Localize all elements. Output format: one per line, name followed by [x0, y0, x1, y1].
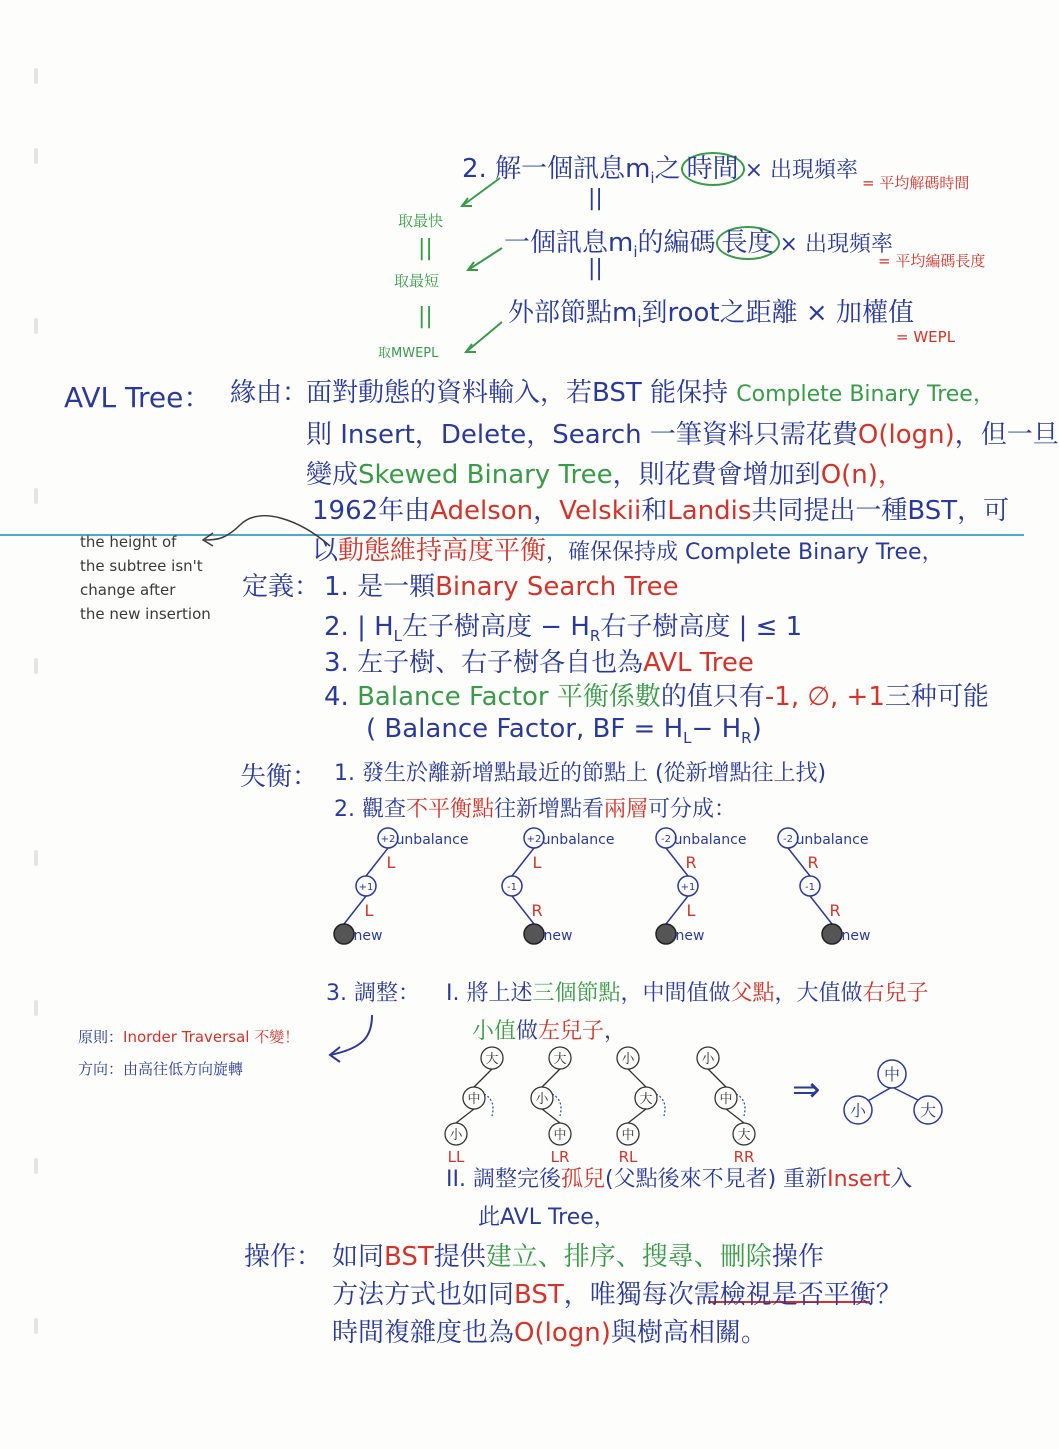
- new-node: [656, 924, 676, 944]
- definition-label: 定義：: [242, 572, 321, 602]
- balance-factor-label: +2: [526, 834, 542, 845]
- def-1-text: 1. 是一顆: [324, 572, 436, 602]
- circled-length: 長度: [716, 226, 780, 260]
- ops-2: [332, 1274, 902, 1311]
- node-label: 中: [621, 1128, 635, 1143]
- top-line-3-text-b: 到root之距離 × 加權值: [641, 298, 914, 328]
- adjust-1-text: I. 將上述: [446, 981, 533, 1006]
- ops-1: [332, 1236, 824, 1273]
- new-node: [822, 924, 842, 944]
- ops-2-text: 方法方式也如同: [332, 1280, 515, 1310]
- edge: [344, 896, 366, 924]
- top-line-1: [462, 148, 858, 187]
- skewed-binary-tree: Skewed Binary Tree: [358, 460, 613, 490]
- two-levels: 兩層: [604, 797, 649, 822]
- check-balance: 檢視是否平衡？: [719, 1280, 902, 1310]
- edge: [542, 1109, 560, 1123]
- new-node: [524, 924, 544, 944]
- reason-5-text: 以: [312, 536, 339, 566]
- take-mwepl: 取MWEPL: [378, 346, 439, 361]
- bf-values: -1, ∅, +1: [764, 682, 885, 712]
- edge: [474, 1069, 492, 1087]
- top-line-1-text: 2. 解一個訊息m: [462, 154, 651, 184]
- reason-line-2: [306, 414, 1059, 451]
- edge: [366, 848, 388, 876]
- o-n: O(n)，: [820, 460, 904, 490]
- rotation-tree: [617, 1047, 665, 1166]
- node-label: 小: [449, 1128, 463, 1143]
- unbalance-label: unbalance: [673, 832, 747, 848]
- top-line-1-text-b: 之: [654, 154, 681, 184]
- direction-label: R: [829, 901, 841, 920]
- result-node-label: 中: [883, 1065, 901, 1084]
- subscript: R: [589, 627, 601, 646]
- bst: BST: [514, 1280, 564, 1310]
- def-5-text-c: ): [751, 714, 762, 744]
- ops-1-text-c: 操作: [771, 1242, 824, 1272]
- subscript: i: [650, 169, 655, 188]
- imbalance-2-text: 2. 觀查: [334, 797, 406, 822]
- edge: [628, 1069, 646, 1087]
- reason-line-5: [312, 530, 944, 567]
- reason-label: 緣由：: [230, 378, 309, 408]
- left-child: 左兒子: [538, 1019, 605, 1044]
- direction-text: 由高往低方向旋轉: [123, 1060, 244, 1078]
- take-fastest: 取最快: [398, 212, 444, 230]
- def-5: [366, 714, 762, 747]
- def-4: [324, 676, 989, 713]
- reason-5-text-b: ，確保保持成 Complete Binary Tree，: [546, 540, 944, 565]
- imbalance-2: [334, 792, 736, 823]
- direction: [78, 1058, 243, 1079]
- imbalance-2-text-c: 可分成：: [648, 797, 737, 822]
- binary-search-tree: Binary Search Tree: [435, 572, 679, 602]
- top-line-1-text-c: × 出現頻率: [744, 158, 859, 183]
- imbalance-label: 失衡：: [240, 762, 319, 792]
- avl-tree: AVL Tree: [643, 648, 754, 678]
- edge: [628, 1109, 646, 1123]
- equals-mark-1: ||: [588, 186, 603, 211]
- right-child: 右兒子: [862, 981, 929, 1006]
- reason-3-text: 變成: [306, 460, 359, 490]
- result-node-label: 小: [849, 1101, 867, 1120]
- subscript: L: [393, 627, 403, 646]
- balance-factor-label: +1: [680, 882, 696, 893]
- inorder-unchanged: Inorder Traversal 不變！: [123, 1028, 300, 1046]
- adelson: Adelson: [430, 496, 534, 526]
- edge: [542, 1069, 560, 1087]
- reason-2-text: 則 Insert，Delete，Search 一筆資料只需花費: [306, 420, 858, 450]
- imbalance-1: 1. 發生於離新增點最近的節點上 (從新增點往上找): [334, 761, 827, 786]
- def-4-text-c: 三种可能: [884, 682, 989, 712]
- unbalance-label: unbalance: [795, 832, 869, 848]
- reason-2-text-b: ，但一旦: [954, 420, 1059, 450]
- result-tree: [844, 1060, 942, 1124]
- subscript: R: [741, 729, 752, 748]
- adjust-end: ，: [604, 1019, 627, 1044]
- rotation-tree: [445, 1047, 503, 1166]
- node-label: 中: [553, 1128, 567, 1143]
- def-3: [324, 642, 754, 679]
- rotation-tag: RL: [618, 1148, 638, 1166]
- def-3-text: 3. 左子樹、右子樹各自也為: [324, 648, 644, 678]
- node-label: 大: [485, 1052, 499, 1067]
- reason-1-text: 面對動態的資料輸入，若BST 能保持: [306, 378, 729, 408]
- edge: [456, 1109, 474, 1123]
- imbalance-case: [502, 828, 614, 944]
- side-note: [80, 530, 211, 626]
- balance-factor: Balance Factor 平衡係數: [357, 682, 661, 712]
- complete-binary-tree: Complete Binary Tree，: [736, 382, 995, 407]
- edge: [512, 848, 534, 876]
- side-note-line: the subtree isn't: [80, 557, 203, 575]
- ops-3-text: 時間複雜度也為: [332, 1318, 515, 1348]
- node-label: 大: [737, 1128, 751, 1143]
- ops-1-text: 如同: [332, 1242, 385, 1272]
- circled-time: 時間: [681, 152, 745, 186]
- take-shortest: 取最短: [394, 272, 440, 290]
- rotation-tag: LL: [447, 1148, 465, 1166]
- avl-title: AVL Tree：: [64, 381, 212, 414]
- equals-mark-2: ||: [588, 256, 603, 281]
- adjust-2-line2: 此AVL Tree，: [478, 1205, 616, 1230]
- adjust-2: [446, 1162, 912, 1193]
- edge: [866, 1087, 892, 1102]
- reason-4-text: 1962年由: [312, 496, 431, 526]
- subscript: L: [683, 729, 692, 748]
- balance-factor-label: -1: [507, 882, 517, 893]
- def-2-text-c: 右子樹高度 | ≤ 1: [600, 612, 803, 642]
- adjust-2-text-c: 入: [890, 1167, 913, 1192]
- avg-decode-time: = 平均解碼時間: [862, 174, 970, 192]
- side-note-line: the new insertion: [80, 605, 211, 623]
- top-line-3: [508, 292, 914, 331]
- def-5-text: ( Balance Factor, BF = H: [366, 714, 684, 744]
- top-line-2-text: 一個訊息m: [504, 228, 634, 258]
- balance-factor-label: -2: [661, 834, 671, 845]
- subscript: i: [637, 313, 642, 332]
- new-label: new: [675, 928, 705, 944]
- adjust-trees: [445, 1047, 942, 1166]
- edge: [726, 1109, 744, 1123]
- ops-1-text-b: 提供: [433, 1242, 486, 1272]
- top-line-2: [504, 222, 893, 261]
- avg-code-length: = 平均編碼長度: [878, 252, 986, 270]
- principle: [78, 1026, 299, 1047]
- adjust-2-text: II. 調整完後: [446, 1167, 561, 1192]
- node-label: 中: [467, 1092, 481, 1107]
- direction-label: R: [531, 901, 543, 920]
- reason-line-4: [312, 490, 1009, 527]
- node-label: 大: [639, 1092, 653, 1107]
- balance-factor-label: +1: [358, 882, 374, 893]
- velskii: Velskii: [559, 496, 642, 526]
- top-line-2-text-b: 的編碼: [637, 228, 716, 258]
- def-1: [324, 566, 679, 603]
- reason-3-text-b: ，則花費會增加到: [612, 460, 821, 490]
- direction-label: R: [685, 853, 697, 872]
- imbalance-2-text-b: 往新增點看: [494, 797, 605, 822]
- operations-list: 建立、排序、搜尋、刪除: [485, 1242, 772, 1272]
- imbalance-case-trees: [334, 828, 870, 944]
- unbalance-label: unbalance: [395, 832, 469, 848]
- comma: ，: [533, 496, 560, 526]
- result-node-label: 大: [919, 1101, 937, 1120]
- node-label: 大: [553, 1052, 567, 1067]
- adjust-2-text-b: (父點後來不見者) 重新: [604, 1167, 828, 1192]
- principle-label: 原則：: [78, 1028, 124, 1046]
- balance-factor-label: -1: [805, 882, 815, 893]
- left-equals-1: ||: [418, 236, 433, 261]
- wepl-label: = WEPL: [896, 328, 956, 346]
- reason-line-1: [306, 372, 995, 409]
- top-line-2-text-c: × 出現頻率: [779, 232, 893, 257]
- rotation-tag: RR: [733, 1148, 755, 1166]
- and: 和: [641, 496, 668, 526]
- edge: [666, 896, 688, 924]
- new-label: new: [543, 928, 573, 944]
- subscript: i: [633, 243, 638, 262]
- node-label: 中: [719, 1092, 733, 1107]
- rotation-tree: [531, 1047, 571, 1166]
- parent-point: 父點: [730, 981, 775, 1006]
- new-label: new: [841, 928, 871, 944]
- node-label: 小: [621, 1052, 635, 1067]
- unbalanced-point: 不平衡點: [405, 797, 494, 822]
- adjust-do: 做: [516, 1019, 539, 1044]
- adjust-1-text-c: ，大值做: [774, 981, 863, 1006]
- bst: BST: [384, 1242, 434, 1272]
- ops-2-text-b: ，唯獨每次需: [563, 1280, 720, 1310]
- def-2: [324, 606, 802, 645]
- node-label: 小: [701, 1052, 715, 1067]
- ops-3: [332, 1312, 767, 1349]
- imbalance-case: [334, 828, 468, 944]
- def-4-text: 4.: [324, 682, 349, 712]
- def-2-text: 2. | H: [324, 612, 394, 642]
- o-logn: O(logn): [857, 420, 955, 450]
- o-logn: O(logn): [514, 1318, 611, 1348]
- def-5-text-b: − H: [691, 714, 742, 744]
- def-4-text-b: 的值只有: [660, 682, 765, 712]
- unbalance-label: unbalance: [541, 832, 615, 848]
- ops-label: 操作：: [244, 1242, 323, 1272]
- new-label: new: [353, 928, 383, 944]
- side-note-line: change after: [80, 581, 176, 599]
- rotation-tag: LR: [550, 1148, 570, 1166]
- direction-label: L: [532, 853, 542, 872]
- imbalance-case: [778, 828, 870, 944]
- landis: Landis: [667, 496, 752, 526]
- direction-label: L: [364, 901, 374, 920]
- adjust-1-line2: [472, 1014, 626, 1045]
- insert: Insert: [827, 1167, 891, 1192]
- adjust-label: 3. 調整：: [326, 981, 420, 1006]
- new-node: [334, 924, 354, 944]
- imbalance-case: [656, 828, 746, 944]
- top-line-3-text: 外部節點m: [508, 298, 638, 328]
- node-label: 小: [535, 1092, 549, 1107]
- side-note-line: the height of: [80, 533, 177, 551]
- def-2-text-b: 左子樹高度 − H: [402, 612, 590, 642]
- ops-3-text-b: 與樹高相關。: [610, 1318, 767, 1348]
- direction-label: 方向：: [78, 1060, 124, 1078]
- adjust-1-text-b: ，中間值做: [620, 981, 731, 1006]
- result-arrow: ⇒: [792, 1070, 821, 1110]
- direction-label: L: [686, 901, 696, 920]
- direction-label: L: [386, 853, 396, 872]
- left-equals-2: ||: [418, 304, 433, 329]
- balance-factor-label: +2: [380, 834, 396, 845]
- small-value: 小值: [472, 1019, 517, 1044]
- dynamic-balance: 動態維持高度平衡: [338, 536, 547, 566]
- balance-factor-label: -2: [783, 834, 793, 845]
- edge: [708, 1069, 726, 1087]
- reason-line-3: [306, 454, 904, 491]
- orphan: 孤兒: [560, 1167, 605, 1192]
- reason-4-text-d: 共同提出一種BST，可: [751, 496, 1010, 526]
- adjust-1: [446, 976, 929, 1007]
- rotation-tree: [697, 1047, 755, 1166]
- direction-label: R: [807, 853, 819, 872]
- three-nodes: 三個節點: [532, 981, 621, 1006]
